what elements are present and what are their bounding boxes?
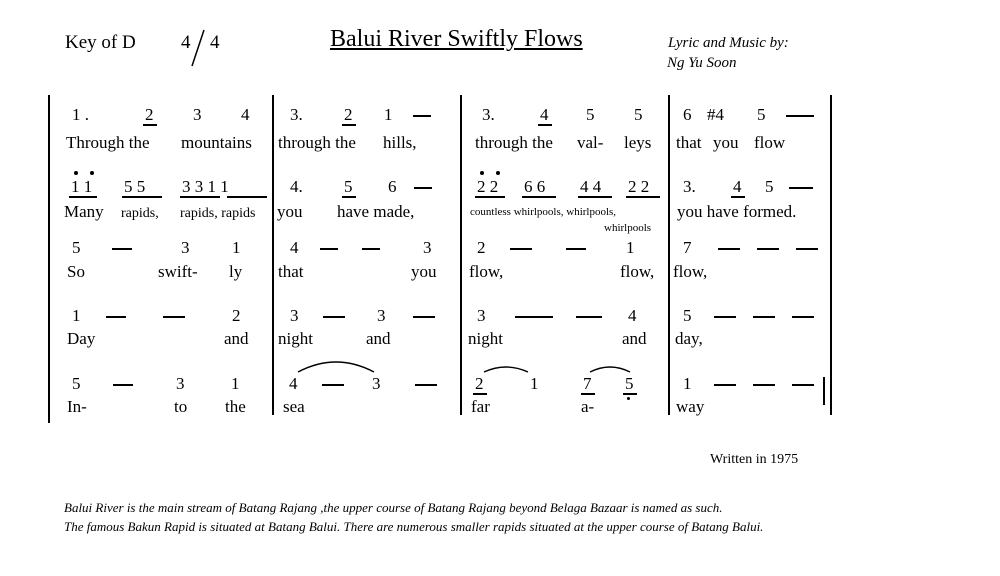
note: 2 xyxy=(475,374,484,393)
footnote-line-2: The famous Bakun Rapid is situated at Batang Balui. There are numerous smaller rapids situated at the upper course of Batang Balui. xyxy=(64,519,764,534)
note: 3 xyxy=(477,306,486,325)
note: 5 xyxy=(586,105,595,124)
note: 1 xyxy=(231,374,240,393)
note: 6 xyxy=(388,177,397,196)
note: 1 xyxy=(232,238,241,257)
lyric: far xyxy=(471,397,490,416)
note: 5 xyxy=(72,374,81,393)
lyric: hills, xyxy=(383,133,417,152)
note: 4 xyxy=(241,105,250,124)
note: 3 xyxy=(423,238,432,257)
note: 3 xyxy=(372,374,381,393)
note: 7 xyxy=(583,374,592,393)
note: 5 xyxy=(634,105,643,124)
note: 2 xyxy=(477,238,486,257)
note: #4 xyxy=(707,105,724,124)
note: 7 xyxy=(683,238,692,257)
lyric: you have formed. xyxy=(677,202,797,221)
note: 4. xyxy=(290,177,303,196)
time-signature-bottom: 4 xyxy=(210,32,220,53)
lyric: countless whirlpools, whirlpools, xyxy=(470,206,617,218)
note: 1 xyxy=(530,374,539,393)
lyric: you xyxy=(277,202,303,221)
note: 5 xyxy=(72,238,81,257)
lyric: the xyxy=(225,397,246,416)
time-signature-top: 4 xyxy=(181,32,191,53)
note: 1 . xyxy=(72,105,89,124)
lyric: flow xyxy=(754,133,786,152)
lyric: mountains xyxy=(181,133,252,152)
lyric: night xyxy=(468,329,503,348)
lyric: flow, xyxy=(673,262,708,281)
note: 2 xyxy=(232,306,241,325)
lyric: val- xyxy=(577,133,604,152)
note: 3 xyxy=(290,306,299,325)
note: 3. xyxy=(683,177,696,196)
lyric: flow, xyxy=(620,262,655,281)
note: 1 1 xyxy=(71,177,93,196)
lyric: and xyxy=(224,329,249,348)
lyric: sea xyxy=(283,397,305,416)
lyric: and xyxy=(622,329,647,348)
lyric: that xyxy=(278,262,304,281)
note: 4 xyxy=(290,238,299,257)
note: 5 xyxy=(757,105,766,124)
song-title: Balui River Swiftly Flows xyxy=(330,26,583,52)
lyric: day, xyxy=(675,329,703,348)
lyric: night xyxy=(278,329,313,348)
note: 1 xyxy=(626,238,635,257)
note: 1 xyxy=(72,306,81,325)
note: 5 xyxy=(683,306,692,325)
note: 4 xyxy=(628,306,637,325)
note: 5 xyxy=(765,177,774,196)
note: 5 xyxy=(344,177,353,196)
lyric: through the xyxy=(475,133,553,152)
note: 6 6 xyxy=(524,177,546,196)
note: 3 xyxy=(377,306,386,325)
note: 2 2 xyxy=(628,177,650,196)
lyric: you xyxy=(713,133,739,152)
lyric: whirlpools xyxy=(604,222,652,234)
lyric: ly xyxy=(229,262,243,281)
footnote-line-1: Balui River is the main stream of Batang Rajang ,the upper course of Batang Rajang beyond Belaga Bazaar is named as such. xyxy=(64,500,723,515)
lyric: So xyxy=(67,262,85,281)
lyric: have made, xyxy=(337,202,415,221)
lyric: rapids, rapids xyxy=(180,206,256,221)
key-signature: Key of D xyxy=(65,32,136,53)
lyric: Day xyxy=(67,329,96,348)
note: 2 2 xyxy=(477,177,499,196)
lyric: a- xyxy=(581,397,595,416)
note: 3 xyxy=(193,105,202,124)
note: 2 xyxy=(344,105,353,124)
lyric: you xyxy=(411,262,437,281)
lyric: In- xyxy=(67,397,87,416)
note: 3. xyxy=(290,105,303,124)
credit-label: Lyric and Music by: xyxy=(668,35,789,51)
note: 4 xyxy=(289,374,298,393)
note: 4 4 xyxy=(580,177,602,196)
lyric: rapids, xyxy=(121,206,159,221)
note: 1 xyxy=(384,105,393,124)
note: 3 xyxy=(181,238,190,257)
lyric: swift- xyxy=(158,262,198,281)
lyric: that xyxy=(676,133,702,152)
lyric: through the xyxy=(278,133,356,152)
note: 1 xyxy=(683,374,692,393)
lyric: Many xyxy=(64,202,104,221)
lyric: to xyxy=(174,397,188,416)
lyric: Through the xyxy=(66,133,150,152)
note: 3 3 1 1 xyxy=(182,177,229,196)
lyric: and xyxy=(366,329,391,348)
note: 4 xyxy=(540,105,549,124)
note: 2 xyxy=(145,105,154,124)
lyric: way xyxy=(676,397,705,416)
note: 5 5 xyxy=(124,177,146,196)
note: 6 xyxy=(683,105,692,124)
lyric: leys xyxy=(624,133,652,152)
note: 4 xyxy=(733,177,742,196)
note: 3 xyxy=(176,374,185,393)
note: 3. xyxy=(482,105,495,124)
lyric: flow, xyxy=(469,262,504,281)
written-date: Written in 1975 xyxy=(710,452,799,467)
composer-name: Ng Yu Soon xyxy=(667,55,737,71)
note: 5 xyxy=(625,374,634,393)
